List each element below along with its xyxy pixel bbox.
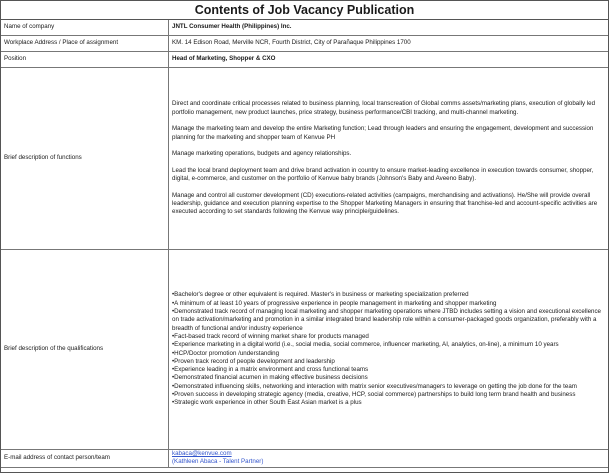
table-row [1, 52, 608, 68]
document-title: Contents of Job Vacancy Publication [1, 1, 608, 20]
qualification-item: •Demonstrated influencing skills, networking and interaction with matrix senior executives/managers to leverage on getting the job done for the team [172, 382, 577, 390]
position-value: Head of Marketing, Shopper & CXO [169, 52, 609, 68]
vacancy-table [1, 20, 608, 468]
table-row [1, 36, 608, 52]
contact-person: (Kathleen Abaca - Talent Partner) [172, 458, 264, 466]
qualification-item: •Strategic work experience in other South East Asian market is a plus [172, 399, 362, 407]
qualification-item: •Bachelor's degree or other equivalent is required. Master's in business or marketing specialization preferred [172, 291, 469, 299]
table-row [1, 68, 608, 250]
function-paragraph: Manage marketing operations, budgets and agency relationships. [172, 150, 352, 158]
function-paragraph: Direct and coordinate critical processes related to business planning, local transcreation of Global comms assets/marketing plans, execution of globally led portfolio management, new product launches, price strategy, business performance/CBI tracking, and multi-channel marketing. [172, 100, 596, 116]
function-paragraph: Manage and control all customer development (CD) executions-related activities (campaigns, merchandising and activations). He/She will provide overall leadership, guidance and execution planning expertise to the Shopper Marketing Managers in ensuring that franchise-led and account-specific activities are executed according to set standards following the Kenvue way principle/guidelines. [172, 191, 598, 216]
address-value: KM. 14 Edison Road, Merville NCR, Fourth District, City of Parañaque Philippines 1700 [169, 36, 609, 52]
email-value [169, 450, 609, 468]
qualifications-value [169, 250, 609, 450]
function-paragraph: Manage the marketing team and develop the entire Marketing function; Lead through leaders and ensuring the engagement, development and succession planning for the marketing and shopper team of Kenvue PH [172, 125, 594, 141]
table-row [1, 250, 608, 450]
qualification-item: •Experience leading in a matrix environment and cross functional teams [172, 366, 369, 374]
table-row [1, 450, 608, 468]
qualification-item: •Proven track record of people development and leadership [172, 357, 335, 365]
email-link[interactable]: kabaca@kenvue.com [172, 450, 232, 457]
qualifications-label: Brief description of the qualifications [1, 250, 169, 450]
qualification-item: •Proven success in developing strategic agency (media, creative, HCP, social commerce) partnerships to build long term brand health and business [172, 390, 576, 398]
email-label: E-mail address of contact person/team [1, 450, 169, 468]
table-row [1, 20, 608, 36]
functions-value [169, 68, 609, 250]
address-label: Workplace Address / Place of assignment [1, 36, 169, 52]
functions-label: Brief description of functions [1, 68, 169, 250]
qualification-item: •HCP/Doctor promotion /understanding [172, 349, 280, 357]
company-label: Name of company [1, 20, 169, 36]
function-paragraph: Lead the local brand deployment team and drive brand activation in country to ensure market-leading excellence in execution towards consumer, shopper, digital, e-commerce, and customer on the portfolio of Kenvue baby brands (Johnson's Baby and Aveeno Baby). [172, 166, 594, 183]
qualification-item: •Demonstrated track record of managing local marketing and shopper marketing operations where JTBD includes setting a vision and executional excellence on trade activation/marketing and promotion in a similar integrated brand leadership role within a consumer-packaged goods organization, preferably with a breadth of functional and/or industry experience [172, 308, 601, 332]
qualification-item: •A minimum of at least 10 years of progressive experience in people management in marketing and shopper marketing [172, 299, 497, 307]
qualification-item: •Experience marketing in a digital world (i.e., social media, social commerce, influencer marketing, AI, analytics, on-line), a minimum 10 years [172, 341, 559, 349]
position-label: Position [1, 52, 169, 68]
qualification-item: •Fact-based track record of winning market share for products managed [172, 332, 369, 340]
company-value: JNTL Consumer Health (Philippines) Inc. [169, 20, 609, 36]
qualification-item: •Demonstrated financial acumen in making effective business decisions [172, 374, 368, 382]
